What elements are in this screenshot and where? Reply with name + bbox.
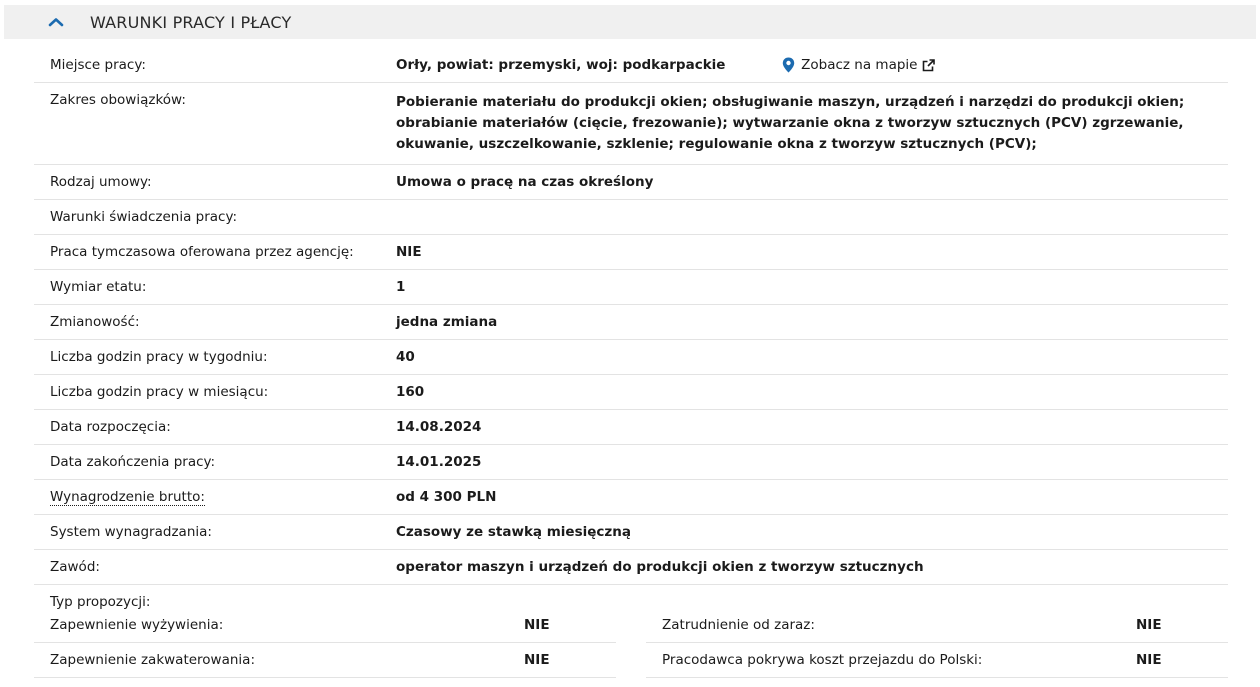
chevron-up-icon xyxy=(36,17,76,27)
offer-type-grid xyxy=(34,608,1228,678)
row-label: Rodzaj umowy: xyxy=(50,174,152,190)
row-value: Czasowy ze stawką miesięczną xyxy=(396,524,631,540)
row-temporary-agency xyxy=(34,235,1228,270)
row-job-size xyxy=(34,270,1228,305)
section-header-toggle[interactable] xyxy=(4,5,1256,39)
map-pin-icon xyxy=(782,57,795,73)
offer-type-column-left xyxy=(34,608,616,678)
details-list xyxy=(34,48,1228,619)
row-label: Zakres obowiązków: xyxy=(50,92,186,108)
row-value: 160 xyxy=(396,384,425,400)
row-value: NIE xyxy=(524,652,550,668)
row-label: Zawód: xyxy=(50,559,100,575)
workplace-value: Orły, powiat: przemyski, woj: podkarpackie xyxy=(396,57,726,73)
row-value: NIE xyxy=(524,617,550,633)
row-immediate-hire xyxy=(646,608,1228,643)
row-label: Warunki świadczenia pracy: xyxy=(50,209,238,225)
row-label: Data zakończenia pracy: xyxy=(50,454,216,470)
row-value: 40 xyxy=(396,349,415,365)
row-label: Liczba godzin pracy w miesiącu: xyxy=(50,384,269,400)
row-label: Zmianowość: xyxy=(50,314,140,330)
row-value: NIE xyxy=(1136,652,1162,668)
see-on-map-label: Zobacz na mapie xyxy=(801,57,918,73)
row-label: Zapewnienie wyżywienia: xyxy=(50,617,224,633)
row-meals xyxy=(34,608,616,643)
row-value: NIE xyxy=(1136,617,1162,633)
row-value: operator maszyn i urządzeń do produkcji okien z tworzyw sztucznych xyxy=(396,559,924,575)
row-salary xyxy=(34,480,1228,515)
row-pay-system xyxy=(34,515,1228,550)
row-work-conditions xyxy=(34,200,1228,235)
row-value: od 4 300 PLN xyxy=(396,489,497,505)
row-start-date xyxy=(34,410,1228,445)
row-label: Liczba godzin pracy w tygodniu: xyxy=(50,349,268,365)
row-duties xyxy=(34,83,1228,165)
row-value: Umowa o pracę na czas określony xyxy=(396,174,654,190)
row-contract-type xyxy=(34,165,1228,200)
salary-tooltip-trigger[interactable]: Wynagrodzenie brutto: xyxy=(50,489,205,505)
row-value: NIE xyxy=(396,244,422,260)
row-label: Zapewnienie zakwaterowania: xyxy=(50,652,255,668)
row-value: 1 xyxy=(396,279,406,295)
row-label: Praca tymczasowa oferowana przez agencję: xyxy=(50,244,354,260)
row-accommodation xyxy=(34,643,616,678)
row-value: 14.08.2024 xyxy=(396,419,482,435)
offer-type-column-right xyxy=(646,608,1228,678)
row-workplace xyxy=(34,48,1228,83)
section-title: WARUNKI PRACY I PŁACY xyxy=(90,12,292,32)
row-value: Pobieranie materiału do produkcji okien; obsługiwanie maszyn, urządzeń i narzędzi do produkcji okien; obrabianie materiałów (cięcie, frezowanie); wytwarzanie okna z tworzyw sztucznych (PCV) zgrzewanie, okuwanie, uszczelkowanie, szklenie; regulowanie okna z tworzyw sztucznych (PCV); xyxy=(396,94,1185,152)
row-end-date xyxy=(34,445,1228,480)
row-label: System wynagradzania: xyxy=(50,524,212,540)
row-label: Data rozpoczęcia: xyxy=(50,419,171,435)
see-on-map-link[interactable] xyxy=(782,57,935,73)
row-label: Wymiar etatu: xyxy=(50,279,147,295)
row-label: Typ propozycji: xyxy=(50,594,151,610)
row-hours-month xyxy=(34,375,1228,410)
row-value xyxy=(396,200,1228,234)
row-value xyxy=(396,48,1228,82)
row-label: Pracodawca pokrywa koszt przejazdu do Polski: xyxy=(662,652,983,668)
row-label: Zatrudnienie od zaraz: xyxy=(662,617,815,633)
external-link-icon xyxy=(922,59,935,72)
row-value: 14.01.2025 xyxy=(396,454,482,470)
row-shifts xyxy=(34,305,1228,340)
row-label: Miejsce pracy: xyxy=(50,57,146,73)
row-profession xyxy=(34,550,1228,585)
row-hours-week xyxy=(34,340,1228,375)
row-label xyxy=(34,480,396,514)
row-value: jedna zmiana xyxy=(396,314,498,330)
row-travel-cost xyxy=(646,643,1228,678)
